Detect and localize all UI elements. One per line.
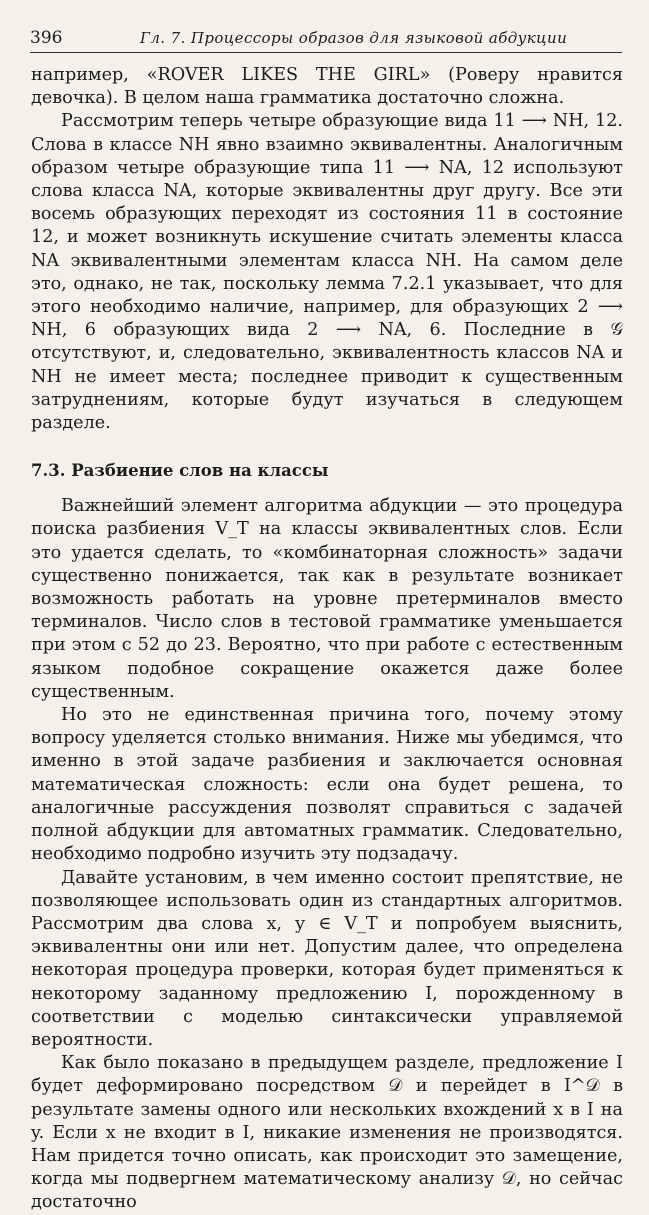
page-number: 396: [30, 28, 63, 48]
page-body: [31, 64, 623, 1215]
page-header: [30, 28, 622, 53]
paragraph-3: Важнейший элемент алгоритма абдукции — это процедура поиска разбиения V_T на классы эквивалентных слов. Если это удается сделать, то «комбинаторная сложность» задачи существенно понижается, так как в результате возникает возможность работать на уровне претерминалов вместо терминалов. Число слов в тестовой грамматике уменьшается при этом с 52 до 23. Вероятно, что при работе с естественным языком подобное сокращение окажется даже более существенным.: [31, 496, 623, 702]
running-title: Гл. 7. Процессоры образов для языковой абдукции: [140, 29, 568, 47]
paragraph-1: например, «ROVER LIKES THE GIRL» (Роверу нравится девочка). В целом наша грамматика достаточно сложна.: [31, 65, 623, 109]
paragraph-2: Рассмотрим теперь четыре образующие вида 11 ⟶ NH, 12. Слова в классе NH явно взаимно эквивалентны. Аналогичным образом четыре образующие типа 11 ⟶ NA, 12 используют слова класса NA, которые эквивалентны друг другу. Все эти восемь образующих переходят из состояния 11 в состояние 12, и может возникнуть искушение считать элементы класса NA эквивалентными элементам класса NH. На самом деле это, однако, не так, поскольку лемма 7.2.1 указывает, что для этого необходимо наличие, например, для образующих 2 ⟶ NH, 6 образующих вида 2 ⟶ NA, 6. Последние в 𝒢 отсутствуют, и, следовательно, эквивалентность классов NA и NH не имеет места; последнее приводит к существенным затруднениям, которые будут изучаться в следующем разделе.: [31, 111, 623, 434]
paragraph-4: Но это не единственная причина того, почему этому вопросу уделяется столько внимания. Ниже мы убедимся, что именно в этой задаче разбиения и заключается основная математическая сложность: если она будет решена, то аналогичные рассуждения позволят справиться с задачей полной абдукции для автоматных грамматик. Следовательно, необходимо подробно изучить эту подзадачу.: [31, 705, 623, 865]
paragraph-6: Как было показано в предыдущем разделе, предложение I будет деформировано посредством 𝒟 и перейдет в I^𝒟 в результате замены одного или нескольких вхождений x в I на y. Если x не входит в I, никакие изменения не производятся. Нам придется точно описать, как происходит это замещение, когда мы подвергнем математическому анализу 𝒟, но сейчас достаточно: [31, 1053, 623, 1213]
paragraph-5: Давайте установим, в чем именно состоит препятствие, не позволяющее использовать один из стандартных алгоритмов. Рассмотрим два слова x, y ∈ V_T и попробуем выяснить, эквивалентны они или нет. Допустим далее, что определена некоторая процедура проверки, которая будет применяться к некоторому заданному предложению I, порожденному в соответствии с моделью синтаксически управляемой вероятности.: [31, 867, 623, 1050]
section-heading: 7.3. Разбиение слов на классы: [31, 461, 329, 481]
